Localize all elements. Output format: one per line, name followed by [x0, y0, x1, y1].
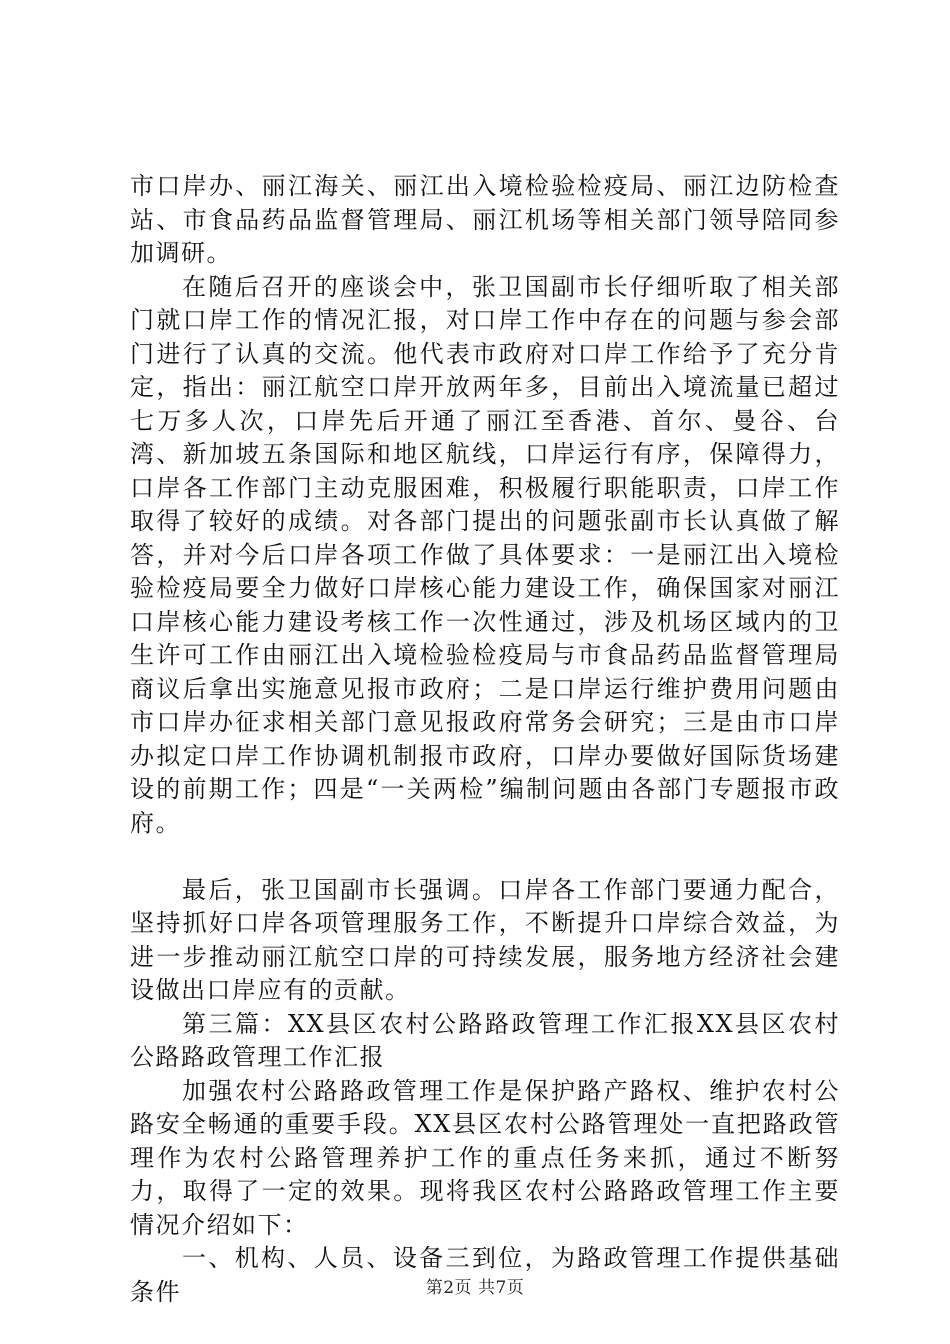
page-number-footer: 第2页 共7页	[425, 1278, 525, 1298]
paragraph-conclusion: 最后，张卫国副市长强调。口岸各工作部门要通力配合，坚持抓好口岸各项管理服务工作，不断提升口岸综合效益，为进一步推动丽江航空口岸的可持续发展，服务地方经济社会建设做出口岸应有的贡献。	[130, 875, 840, 1004]
document-body	[130, 170, 840, 1309]
section-heading-part-three: 第三篇：XX县区农村公路路政管理工作汇报XX县区农村公路路政管理工作汇报	[130, 1009, 840, 1071]
subheading-section-one: 一、机构、人员、设备三到位，为路政管理工作提供基础条件	[130, 1244, 840, 1306]
paragraph-symposium: 在随后召开的座谈会中，张卫国副市长仔细听取了相关部门就口岸工作的情况汇报，对口岸工作中存在的问题与参会部门进行了认真的交流。他代表市政府对口岸工作给予了充分肯定，指出：丽江航空口岸开放两年多，目前出入境流量已超过七万多人次，口岸先后开通了丽江至香港、首尔、曼谷、台湾、新加坡五条国际和地区航线，口岸运行有序，保障得力，口岸各工作部门主动克服困难，积极履行职能职责，口岸工作取得了较好的成绩。对各部门提出的问题张副市长认真做了解答，并对今后口岸各项工作做了具体要求：一是丽江出入境检验检疫局要全力做好口岸核心能力建设工作，确保国家对丽江口岸核心能力建设考核工作一次性通过，涉及机场区域内的卫生许可工作由丽江出入境检验检疫局与市食品药品监督管理局商议后拿出实施意见报市政府；二是口岸运行维护费用问题由市口岸办征求相关部门意见报政府常务会研究；三是由市口岸办拟定口岸工作协调机制报市政府，口岸办要做好国际货场建设的前期工作；四是“一关两检”编制问题由各部门专题报市政府。	[130, 272, 840, 837]
paragraph-attendees: 市口岸办、丽江海关、丽江出入境检验检疫局、丽江边防检查站、市食品药品监督管理局、丽江机场等相关部门领导陪同参加调研。	[130, 172, 840, 267]
paragraph-introduction: 加强农村公路路政管理工作是保护路产路权、维护农村公路安全畅通的重要手段。XX县区农村公路管理处一直把路政管理作为农村公路管理养护工作的重点任务来抓，通过不断努力，取得了一定的效果。现将我区农村公路路政管理工作主要情况介绍如下：	[130, 1076, 840, 1239]
